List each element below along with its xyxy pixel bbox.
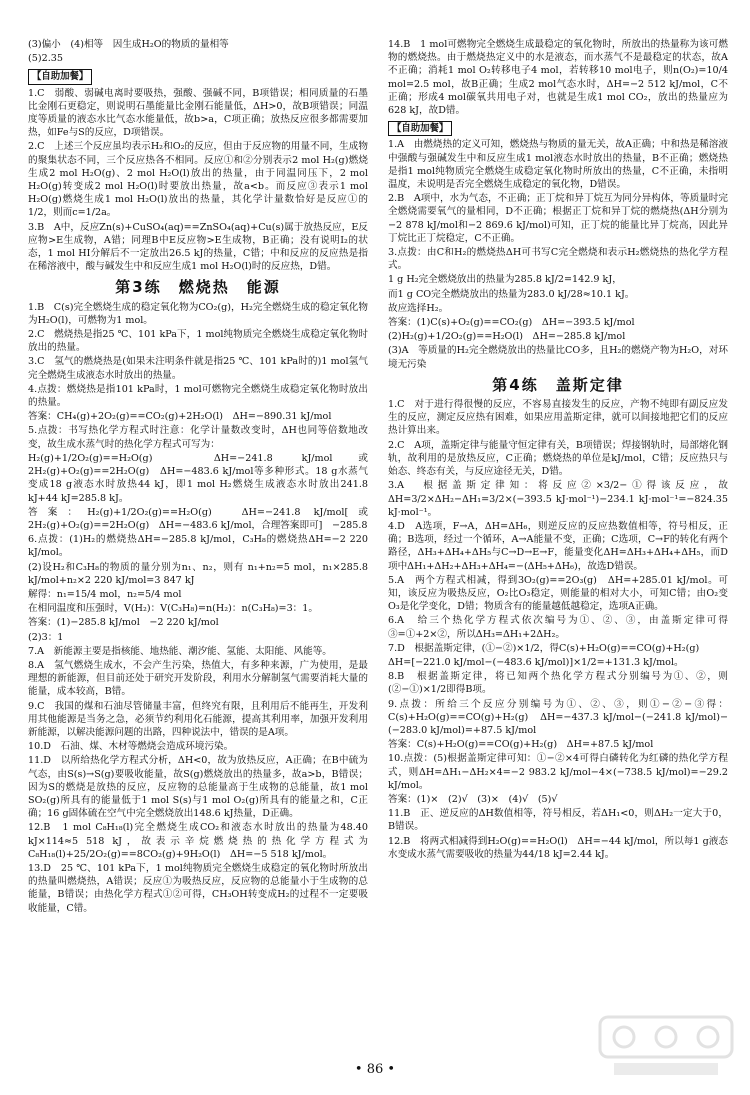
answer-paragraph: 答案：C(s)+H₂O(g)==CO(g)+H₂(g) ΔH=+87.5 kJ/mol — [388, 739, 654, 751]
answer-paragraph: 9.点拨：所给三个反应分别编号为①、②、③，则①−②−③得：C(s)+H₂O(g)==CO(g)+H₂(g) ΔH=−437.3 kJ/mol−(−241.8 kJ/mol)−(−283.0 kJ/mol)=+87.5 kJ/mol — [388, 698, 728, 736]
answer-paragraph: ΔH=[−221.0 kJ/mol−(−483.6 kJ/mol)]×1/2=+131.3 kJ/mol。 — [388, 656, 684, 668]
answer-paragraph: 12.B 1 mol C₈H₁₈(l)完全燃烧生成CO₂和液态水时放出的热量为48.40 kJ×114≈5 518 kJ，故表示辛烷燃烧热的热化学方程式为C₈H₁₈(l)+25/2O₂(g)==8CO₂(g)+9H₂O(l) ΔH=−5 518 kJ/mol。 — [28, 822, 368, 860]
answer-paragraph: 11.D 以所给热化学方程式分析，ΔH<0，故为放热反应，A正确；在B中硫为气态，由S(s)→S(g)要吸收能量，故S(g)燃烧放出的热量多，故a>b，B错误；因为S的燃烧是放热的反应，反应物的总能量高于生成物的总能量，故1 mol SO₂(g)所具有的能量低于1 mol S(s)与1 mol O₂(g)所具有的能量之和，C正确；16 g固体硫在空气中完全燃烧放出148.6 kJ热量，D正确。 — [28, 755, 368, 820]
answer-paragraph: 14.B 1 mol可燃物完全燃烧生成最稳定的氧化物时，所放出的热量称为该可燃物的燃烧热。由于燃烧热定义中的水是液态，而水蒸气不是最稳定的状态，故A不正确；消耗1 mol O₂转移电子4 mol，若转移10 mol电子，则n(O₂)=10/4 mol=2.5 mol，故B正确；生成2 mol气态水时，ΔH=−2 512 kJ/mol，C不正确；形成4 mol碳氧共用电子对，也就是生成1 mol CO₂，放出的热量应为628 kJ，故D错。 — [388, 39, 728, 117]
answer-paragraph: 9.C 我国的煤和石油尽管储量丰富，但终究有限，且利用后不能再生，开发利用其他能源是当务之急，必须节约利用化石能源，提高其利用率，加强开发利用新能源，以解决能源问题的出路，四种说法中，错误的是A项。 — [28, 700, 368, 738]
answer-paragraph: 6.A 给三个热化学方程式依次编号为①、②、③，由盖斯定律可得③=①+2×②，所以ΔH₃=ΔH₁+2ΔH₂。 — [388, 615, 728, 640]
answer-paragraph: 1.C 弱酸、弱碱电离时要吸热，强酸、强碱不同，B项错误；相同质量的石墨比金刚石更稳定，则说明石墨能量比金刚石能量低，ΔH>0，故B项错误；同温度等质量的液态水比气态水能量低，故b>a，C项正确；放热反应很多都需要加热，如Fe与S的反应，D项错误。 — [28, 87, 368, 139]
answer-paragraph: 答案：(1)× (2)√ (3)× (4)√ (5)√ — [388, 793, 558, 805]
answer-paragraph: 11.B 正、逆反应的ΔH数值相等，符号相反，若ΔH₁<0，则ΔH₂一定大于0，B错误。 — [388, 808, 728, 833]
answer-paragraph: 答案：CH₄(g)+2O₂(g)==CO₂(g)+2H₂O(l) ΔH=−890.31 kJ/mol — [28, 411, 332, 423]
answer-paragraph: 答案：(1)C(s)+O₂(g)==CO₂(g) ΔH=−393.5 kJ/mol — [388, 317, 635, 329]
answer-paragraph: 7.D 根据盖斯定律，(①−②)×1/2，得C(s)+H₂O(g)==CO(g)+H₂(g) — [388, 642, 700, 654]
answer-paragraph: (2)设H₂和C₃H₈的物质的量分别为n₁、n₂，则有 n₁+n₂=5 mol，n₁×285.8 kJ/mol+n₂×2 220 kJ/mol=3 847 kJ — [28, 561, 368, 586]
answer-paragraph: 1 g H₂完全燃烧放出的热量为285.8 kJ/2=142.9 kJ， — [388, 274, 622, 286]
answer-paragraph: 解得：n₁=15/4 mol，n₂=5/4 mol — [28, 588, 182, 600]
answer-paragraph: (2)3：1 — [28, 631, 64, 643]
answer-paragraph: 在相同温度和压强时，V(H₂)：V(C₃H₈)=n(H₂)：n(C₃H₈)=3：1。 — [28, 603, 318, 615]
answer-paragraph: 3.点拨：由C和H₂的燃烧热ΔH可书写C完全燃烧和表示H₂燃烧热的热化学方程式。 — [388, 247, 728, 272]
section-heading: 第3练 燃烧热 能源 — [115, 278, 281, 297]
answer-paragraph: 5.A 两个方程式相减，得到3O₂(g)==2O₃(g) ΔH=+285.01 kJ/mol。可知，该反应为吸热反应，O₂比O₃稳定，则能量的相对大小，可知C错；由O₂变O₃是化学变化，D错；物质含有的能量越低越稳定，选项A正确。 — [388, 574, 728, 613]
watermark-logo — [596, 1011, 736, 1081]
answer-paragraph: 8.B 根据盖斯定律，将已知两个热化学方程式分别编号为①、②，则(②−①)×1/2即得B项。 — [388, 671, 728, 696]
answer-paragraph: 而1 g CO完全燃烧放出的热量为283.0 kJ/28≈10.1 kJ。 — [388, 288, 635, 300]
answer-paragraph: 4.点拨：燃烧热是指101 kPa时，1 mol可燃物完全燃烧生成稳定氧化物时放出的热量。 — [28, 383, 368, 409]
answer-paragraph: H₂(g)+1/2O₂(g)==H₂O(g) ΔH=−241.8 kJ/mol或2H₂(g)+O₂(g)==2H₂O(g) ΔH=−483.6 kJ/mol等多种形式。18 g水蒸气变成18 g液态水时放热44 kJ，即1 mol H₂燃烧生成液态水时放出241.8 kJ+44 kJ=285.8 kJ。 — [28, 452, 368, 504]
answer-paragraph: 1.A 由燃烧热的定义可知，燃烧热与物质的量无关，故A正确；中和热是稀溶液中强酸与强碱发生中和反应生成1 mol液态水时放出的热量，B不正确；燃烧热是指1 mol纯物质完全燃烧生成稳定氧化物时所放出的热量，C不正确，未指明温度，未说明是否完全燃烧生成稳定的氧化物，D错误。 — [388, 139, 728, 191]
section-tag: 【自助加餐】 — [388, 121, 452, 136]
answer-paragraph: 2.C 燃烧热是指25 ℃、101 kPa下，1 mol纯物质完全燃烧生成稳定氧化物时放出的热量。 — [28, 329, 368, 354]
section-tag: 【自助加餐】 — [28, 69, 92, 84]
answer-paragraph: 3.A 根据盖斯定律知：将反应②×3/2−①得该反应，故ΔH=3/2×ΔH₂−ΔH₁=3/2×(−393.5 kJ·mol⁻¹)−234.1 kJ·mol⁻¹=−824.35 kJ·mol⁻¹。 — [388, 480, 728, 518]
page-number: • 86 • — [354, 1062, 396, 1077]
answer-paragraph: 13.D 25 ℃、101 kPa下，1 mol纯物质完全燃烧生成稳定的氧化物时所放出的热量叫燃烧热，A错误；反应①为吸热反应，反应物的总能量小于生成物的总能量，B错误；由热化学方程式①②可得，CH₃OH转变成H₂的过程不一定要吸收能量，C错。 — [28, 862, 368, 914]
answer-paragraph: 1.B C(s)完全燃烧生成的稳定氧化物为CO₂(g)，H₂完全燃烧生成的稳定氧化物为H₂O(l)，可燃物为1 mol。 — [28, 301, 368, 326]
answer-paragraph: (5)2.35 — [28, 53, 63, 65]
answer-paragraph: 10.D 石油、煤、木材等燃烧会造成环境污染。 — [28, 741, 234, 753]
answer-paragraph: (3)A 等质量的H₂完全燃烧放出的热量比CO多，且H₂的燃烧产物为H₂O，对环境无污染 — [388, 345, 728, 370]
answer-paragraph: 答案：(1)−285.8 kJ/mol −2 220 kJ/mol — [28, 617, 219, 629]
section-heading: 第4练 盖斯定律 — [492, 375, 624, 394]
answer-paragraph: 4.D A选项，F→A，ΔH=ΔH₆，则逆反应的反应热数值相等，符号相反，正确；B选项，经过一个循环，A→A能量不变，正确；C选项，C→F的转化有两个路径，ΔH₃+ΔH₄+ΔH₅与C→D→E→F，能量变化ΔH=ΔH₃+ΔH₄+ΔH₅，而D项中ΔH₁+ΔH₂+ΔH₃+ΔH₄=−(ΔH₅+ΔH₆)，故选D错误。 — [388, 520, 728, 572]
answer-paragraph: 5.点拨：书写热化学方程式时注意：化学计量数改变时，ΔH也同等倍数地改变，故生成水蒸气时的热化学方程式可写为： — [28, 425, 368, 450]
answer-paragraph: (3)偏小 (4)相等 因生成H₂O的物质的量相等 — [28, 39, 229, 50]
answer-paragraph: 答案：H₂(g)+1/2O₂(g)==H₂O(g) ΔH=−241.8 kJ/mol[或2H₂(g)+O₂(g)==2H₂O(g) ΔH=−483.6 kJ/mol，合理答案即可] −285.8 — [28, 506, 368, 531]
answer-paragraph: 2.C A项，盖斯定律与能量守恒定律有关，B项错误；焊接钢轨时，局部熔化钢轨，故利用的是放热反应，C正确；燃烧热的单位是kJ/mol，C错；反应热只与始态、终态有关，与反应途径无关，D错。 — [388, 439, 728, 478]
answer-paragraph: 3.B A中，反应Zn(s)+CuSO₄(aq)==ZnSO₄(aq)+Cu(s)属于放热反应，E反应物>E生成物，A错；同理B中E反应物>E生成物，B正确；没有说明I₂的状态，1 mol HI分解后不一定放出26.5 kJ的热量，C错；中和反应的反应热是指在稀溶液中，酸与碱发生中和反应生成1 mol H₂O(l)时的反应热，D错。 — [28, 221, 368, 273]
answer-paragraph: 1.C 对于进行得很慢的反应，不容易直接发生的反应，产物不纯即有副反应发生的反应，测定反应热有困难，如果应用盖斯定律，就可以间接地把它们的反应热计算出来。 — [388, 399, 728, 437]
left-column — [28, 38, 368, 916]
answer-paragraph: 12.B 将两式相减得到H₂O(g)==H₂O(l) ΔH=−44 kJ/mol，所以每1 g液态水变成水蒸气需要吸收的热量为44/18 kJ=2.44 kJ。 — [388, 835, 728, 860]
answer-paragraph: (2)H₂(g)+1/2O₂(g)==H₂O(l) ΔH=−285.8 kJ/mol — [388, 331, 626, 343]
answer-paragraph: 2.B A项中，水为气态，不正确；正丁烷和异丁烷互为同分异构体，等质量时完全燃烧需要氧气的量相同，D不正确；根据正丁烷和异丁烷的燃烧热(ΔH分别为−2 878 kJ/mol和−2 869.6 kJ/mol)可知，正丁烷的能量比异丁烷高，因此异丁烷比正丁烷稳定，C不正确。 — [388, 193, 728, 244]
answer-paragraph: 故应选择H₂。 — [388, 302, 449, 314]
answer-paragraph: 10.点拨：(5)根据盖斯定律可知：①−②×4可得白磷转化为红磷的热化学方程式，则ΔH=ΔH₁−ΔH₂×4=−2 983.2 kJ/mol−4×(−738.5 kJ/mol)=−29.2 kJ/mol。 — [388, 753, 728, 791]
answer-paragraph: 2.C 上述三个反应虽均表示H₂和O₂的反应，但由于反应物的用量不同，生成物的聚集状态不同，三个反应热各不相同。反应①和②分别表示2 mol H₂(g)燃烧生成2 mol H₂O(g)、2 mol H₂O(l)放出的热量，由于同温同压下，2 mol H₂O(g)转变成2 mol H₂O(l)时要放出热量，故a<b。而反应③表示1 mol H₂O(g)燃烧生成1 mol H₂O(l)放出的热量，其化学计量数恰好是反应①的1/2，则而c=1/2a。 — [28, 141, 368, 219]
right-column — [388, 38, 728, 862]
answer-paragraph: 7.A 新能源主要是指核能、地热能、潮汐能、氢能、太阳能、风能等。 — [28, 645, 332, 657]
answer-paragraph: 6.点拨：(1)H₂的燃烧热ΔH=−285.8 kJ/mol，C₃H₈的燃烧热ΔH=−2 220 kJ/mol。 — [28, 534, 368, 559]
answer-paragraph: 3.C 氢气的燃烧热是(如果未注明条件就是指25 ℃、101 kPa时的)1 mol氢气完全燃烧生成液态水时放出的热量。 — [28, 356, 368, 381]
answer-paragraph: 8.A 氢气燃烧生成水，不会产生污染，热值大，有多种来源，广为使用，是最理想的新能源，但目前还处于研究开发阶段，利用水分解制氢气需要消耗大量的能量，成本较高，B错。 — [28, 659, 368, 698]
